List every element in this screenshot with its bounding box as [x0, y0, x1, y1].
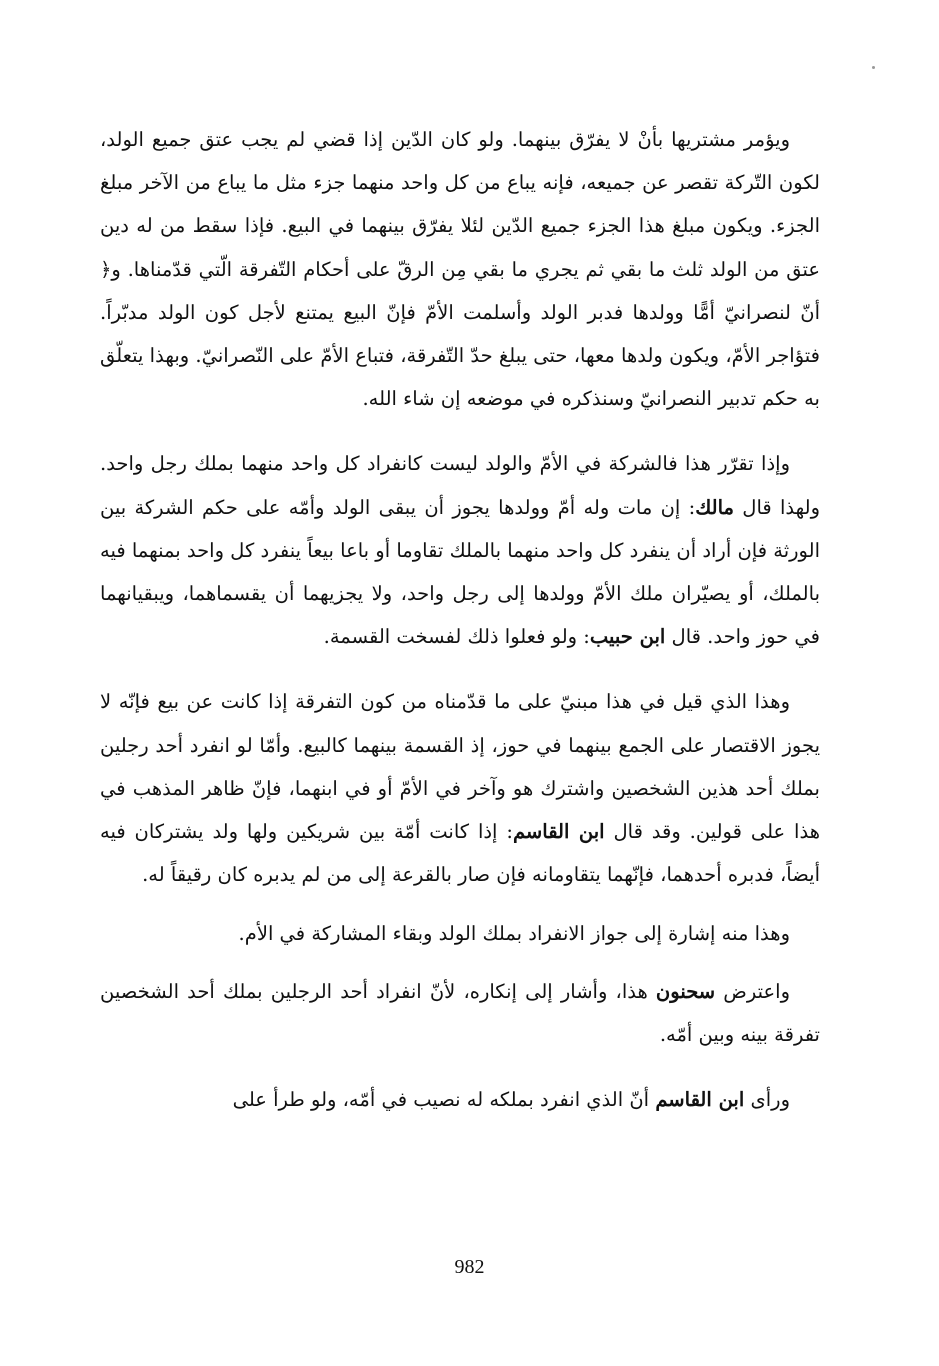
- paragraph: [100, 1078, 820, 1121]
- scholar-name: مالك: [695, 495, 734, 519]
- text-run: ورأى: [744, 1088, 790, 1112]
- scholar-name: ابن حبيب: [589, 625, 666, 649]
- text-run: : إن مات وله أمّ وولدها يجوز أن يبقى الولد وأمّه على حكم الشركة بين الورثة فإن أراد أن ينفرد كل واحد منهما بالملك تقاوما أو باعا بيعاً ينفرد كل واحد بمنهما فيه بالملك، أو يصيّران ملك الأمّ وولدها إلى رجل واحد، ولا يجزيهما أن يقسماهما، ويبقيانهما في حوز واحد. قال: [100, 495, 820, 649]
- paragraph: [100, 442, 820, 658]
- paragraph: [100, 912, 820, 955]
- text-run: ويؤمر مشتريها بأنْ لا يفرّق بينهما. ولو كان الدّين إذا قضي لم يجب عتق جميع الولد، لكون التّركة تقصر عن جميعه، فإنه يباع من كل واحد منهما جزء مثل ما يباع من الآخر مبلغ الجزء. ويكون مبلغ هذا الجزء جميع الدّين لئلا يفرّق بينهما في البيع. فإذا سقط من له دين عتق من الولد ثلث ما بقي ثم يجري ما بقي مِن الرقّ على أحكام التّفرقة الّتي قدّمناها. و﴿ أنّ لنصرانيّ أمًّا وولدها فدبر الولد وأسلمت الأمّ فإنّ البيع يمتنع لأجل كون الولد مدبّراً. فتؤاجر الأمّ، ويكون ولدها معها، حتى يبلغ حدّ التّفرقة، فتباع الأمّ على النّصرانيّ. وبهذا يتعلّق به حكم تدبير النصرانيّ وسنذكره في موضعه إن شاء الله.: [100, 128, 820, 411]
- paragraph: [100, 680, 820, 896]
- text-run: وهذا منه إشارة إلى جواز الانفراد بملك الولد وبقاء المشاركة في الأم.: [238, 922, 790, 946]
- text-run: أنّ الذي انفرد بملكه له نصيب في أمّه، ولو طرأ على: [232, 1088, 656, 1112]
- page-number: 982: [454, 1256, 485, 1278]
- scholar-name: سحنون: [655, 979, 716, 1003]
- body-text: [100, 118, 820, 1121]
- scan-speck: [872, 66, 875, 69]
- paragraph: [100, 970, 820, 1056]
- text-run: واعترض: [715, 979, 790, 1003]
- text-run: : إذا كانت أمّة بين شريكين ولها ولد يشتركان فيه أيضاً، فدبره أحدهما، فإنّهما يتقاومانه فإن صار بالقرعة إلى من لم يدبره كان رقيقاً له.: [100, 820, 820, 887]
- scholar-name: ابن القاسم: [655, 1088, 745, 1112]
- text-run: وهذا الذي قيل في هذا مبنيّ على ما قدّمناه من كون التفرقة إذا كانت عن بيع فإنّه لا يجوز الاقتصار على الجمع بينهما في حوز، إذ القسمة بينهما كالبيع. وأمّا لو انفرد أحد رجلين بملك أحد هذين الشخصين واشترك هو وآخر في الأمّ أو في ابنهما، فإنّ ظاهر المذهب في هذا على قولين. وقد قال: [100, 690, 821, 844]
- text-run: وإذا تقرّر هذا فالشركة في الأمّ والولد ليست كانفراد كل واحد منهما بملك رجل واحد. ولهذا قال: [100, 452, 820, 519]
- text-run: : ولو فعلوا ذلك لفسخت القسمة.: [323, 625, 590, 649]
- paragraph: [100, 118, 820, 420]
- scholar-name: ابن القاسم: [512, 820, 605, 844]
- text-run: هذا، وأشار إلى إنكاره، لأنّ انفراد أحد الرجلين بملك أحد الشخصين تفرقة بينه وبين أمّه.: [100, 979, 820, 1046]
